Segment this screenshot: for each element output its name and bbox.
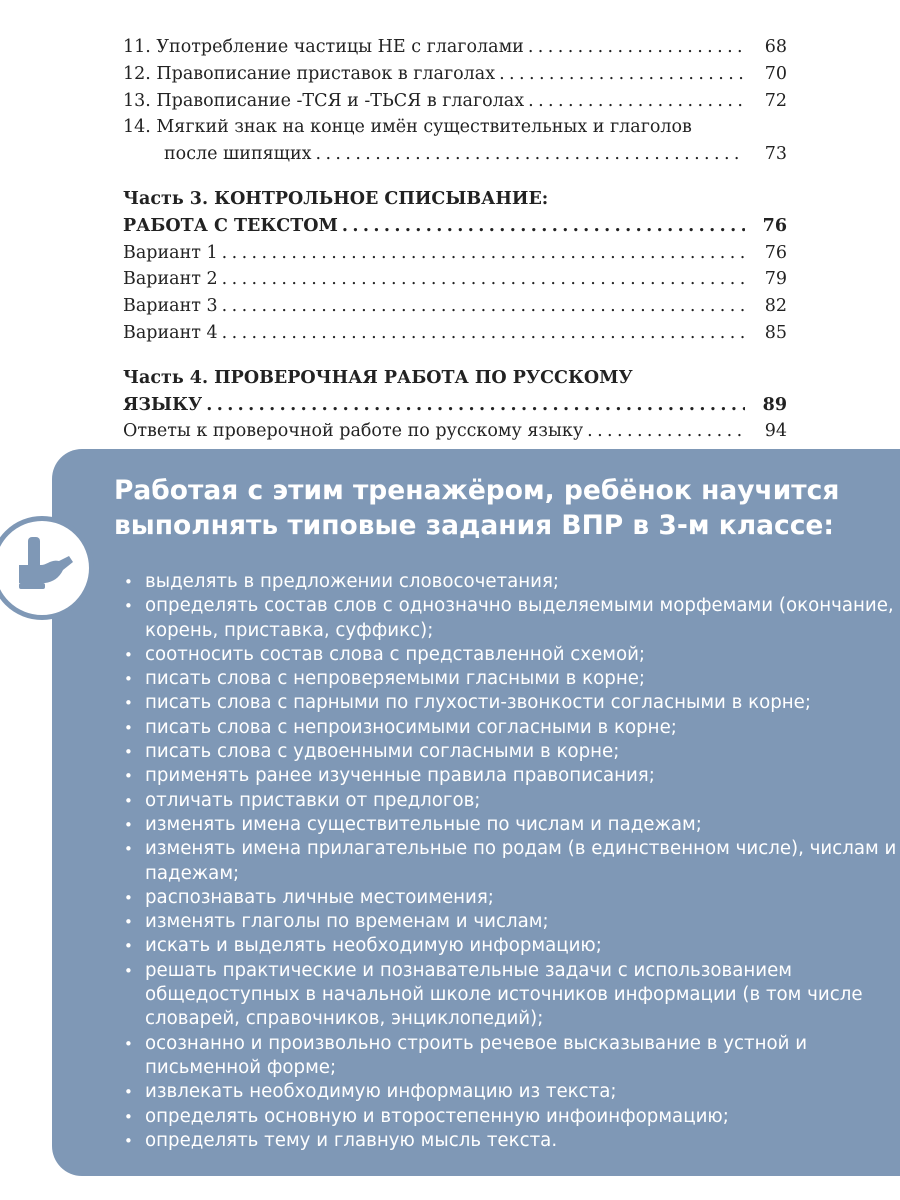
toc-entry-title: 11. Употребление частицы НЕ с глаголами: [123, 37, 524, 57]
hand-pointing-icon: [7, 533, 77, 603]
table-of-contents: [123, 34, 787, 445]
toc-entry-continuation: после шипящих: [164, 144, 312, 165]
list-item: • писать слова с парными по глухости-звонкости согласными в корне;: [118, 691, 900, 715]
list-item: • писать слова с непроизносимыми согласными в корне;: [118, 716, 900, 740]
list-item: • применять ранее изученные правила правописания;: [118, 764, 900, 788]
toc-entry[interactable]: [123, 141, 787, 168]
part3-heading-cont: РАБОТА С ТЕКСТОМ: [123, 215, 338, 236]
toc-entry-title: Ответы к проверочной работе по русскому языку: [123, 421, 584, 442]
toc-entry[interactable]: [123, 320, 787, 347]
toc-page-number: 68: [764, 37, 787, 57]
toc-page-number: 76: [762, 215, 787, 236]
toc-entry[interactable]: [123, 61, 787, 88]
list-item: • писать слова с удвоенными согласными в корне;: [118, 740, 900, 764]
toc-page-number: 89: [762, 394, 787, 415]
leader-dots: [206, 392, 745, 419]
list-item: • определять состав слов с однозначно выделяемыми морфемами (окончание, корень, приставка, суффикс);: [118, 594, 900, 643]
toc-entry[interactable]: [123, 293, 787, 320]
toc-entry[interactable]: [123, 418, 787, 445]
leader-dots: [222, 293, 745, 320]
toc-page-number: 94: [764, 421, 787, 442]
toc-entry-title: 13. Правописание -ТСЯ и -ТЬСЯ в глаголах: [123, 90, 525, 111]
toc-entry-title: 12. Правописание приставок в глаголах: [123, 63, 496, 84]
list-item: • изменять имена существительные по числам и падежам;: [118, 813, 900, 837]
toc-entry-title: Вариант 4: [123, 322, 218, 343]
skills-list: [118, 570, 900, 1153]
toc-entry[interactable]: [123, 34, 787, 61]
panel-title-line: Работая с этим тренажёром, ребёнок научится: [114, 475, 840, 506]
list-item: • отличать приставки от предлогов;: [118, 789, 900, 813]
toc-page-number: 73: [764, 144, 787, 165]
list-item: • осознанно и произвольно строить речевое высказывание в устной и письменной форме;: [118, 1032, 900, 1081]
toc-page-number: 79: [764, 269, 787, 290]
leader-dots: [528, 88, 745, 115]
leader-dots: [342, 213, 745, 240]
toc-entry[interactable]: [123, 213, 787, 240]
toc-page-number: 85: [764, 322, 787, 343]
toc-page-number: 70: [764, 63, 787, 84]
list-item: • изменять глаголы по временам и числам;: [118, 910, 900, 934]
toc-entry[interactable]: [123, 392, 787, 419]
leader-dots: [499, 61, 745, 88]
toc-entry-title: Вариант 3: [123, 296, 218, 317]
list-item: • изменять имена прилагательные по родам (в единственном числе), числам и падежам;: [118, 837, 900, 886]
toc-entry[interactable]: [123, 240, 787, 267]
toc-entry-title: Вариант 2: [123, 269, 218, 290]
leader-dots: [222, 266, 745, 293]
toc-entry-title: Вариант 1: [123, 242, 218, 263]
part3-heading[interactable]: Часть 3. КОНТРОЛЬНОЕ СПИСЫВАНИЕ:: [123, 188, 549, 209]
part4-heading-cont: ЯЗЫКУ: [123, 394, 203, 415]
toc-page-number: 76: [764, 242, 787, 263]
list-item: • соотносить состав слова с представленной схемой;: [118, 643, 900, 667]
toc-entry[interactable]: [123, 266, 787, 293]
leader-dots: [315, 141, 745, 168]
list-item: • писать слова с непроверяемыми гласными в корне;: [118, 667, 900, 691]
panel-title: [114, 473, 874, 543]
list-item: • извлекать необходимую информацию из текста;: [118, 1080, 900, 1104]
leader-dots: [587, 418, 745, 445]
list-item: • определять основную и второстепенную инфоинформацию;: [118, 1105, 900, 1129]
list-item: • определять тему и главную мысль текста.: [118, 1129, 900, 1153]
toc-page-number: 82: [764, 296, 787, 317]
leader-dots: [528, 34, 745, 61]
list-item: • выделять в предложении словосочетания;: [118, 570, 900, 594]
list-item: • решать практические и познавательные задачи с использованием общедоступных в начальной школе источников информации (в том числе словарей, справочников, энциклопедий);: [118, 959, 900, 1032]
part4-heading[interactable]: Часть 4. ПРОВЕРОЧНАЯ РАБОТА ПО РУССКОМУ: [123, 367, 633, 388]
leader-dots: [222, 320, 745, 347]
list-item: • распознавать личные местоимения;: [118, 886, 900, 910]
toc-page-number: 72: [764, 90, 787, 111]
toc-entry[interactable]: [123, 88, 787, 115]
toc-entry-title[interactable]: 14. Мягкий знак на конце имён существительных и глаголов: [123, 117, 692, 138]
leader-dots: [222, 240, 745, 267]
list-item: • искать и выделять необходимую информацию;: [118, 934, 900, 958]
panel-title-line: выполнять типовые задания ВПР в 3-м классе:: [114, 510, 834, 541]
